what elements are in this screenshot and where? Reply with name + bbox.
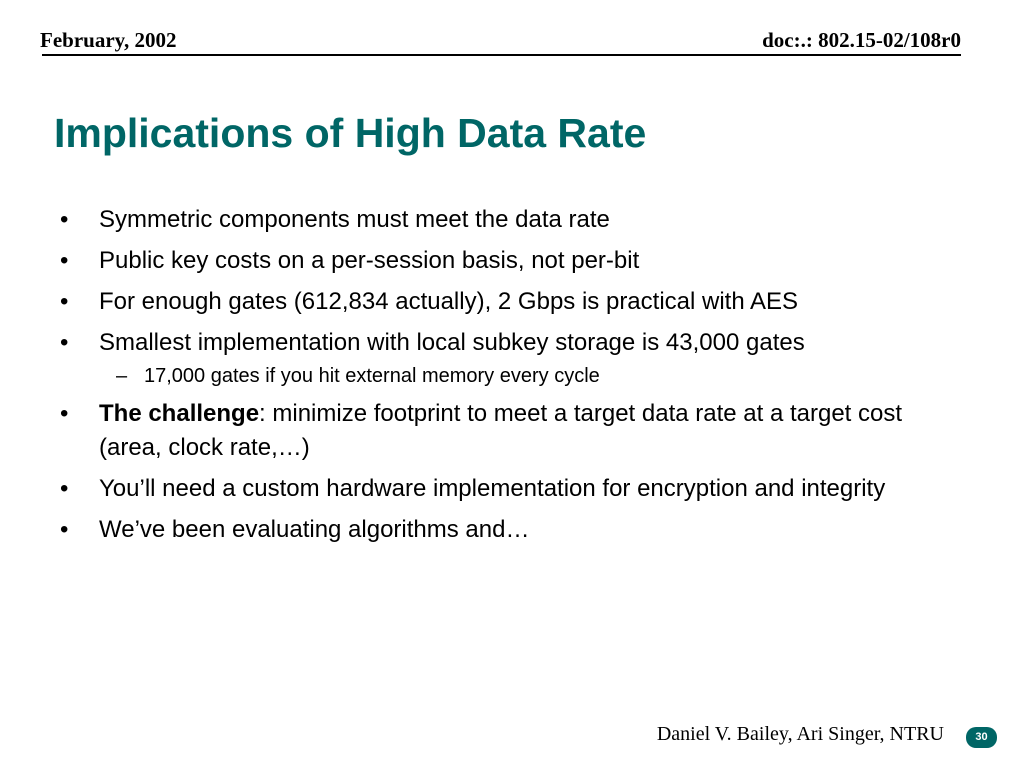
bullet-mark: • xyxy=(60,516,69,543)
bullet-mark: • xyxy=(60,206,69,233)
footer-authors: Daniel V. Bailey, Ari Singer, NTRU xyxy=(656,723,944,745)
bullet-item xyxy=(60,397,960,465)
bullet-text: Symmetric components must meet the data rate xyxy=(99,206,610,233)
slide-title: Implications of High Data Rate xyxy=(54,110,647,156)
bullet-item xyxy=(60,285,960,319)
bullet-mark: • xyxy=(60,247,69,274)
bullet-mark: • xyxy=(60,475,69,502)
bullet-text: Public key costs on a per-session basis, not per-bit xyxy=(99,247,640,274)
bullet-text: For enough gates (612,834 actually), 2 Gbps is practical with AES xyxy=(99,288,799,315)
header-rule xyxy=(42,54,961,56)
sub-bullet-item xyxy=(60,362,960,390)
bullet-item xyxy=(60,244,960,278)
bullet-text: You’ll need a custom hardware implementation for encryption and integrity xyxy=(99,475,886,502)
header-doc-id: doc:.: 802.15-02/108r0 xyxy=(762,28,961,52)
bullet-item xyxy=(60,513,960,547)
page-number-badge: 30 xyxy=(966,727,997,748)
bullet-list xyxy=(60,203,960,554)
bullet-mark: • xyxy=(60,400,69,427)
bullet-bold-lead: The challenge xyxy=(99,400,260,427)
bullet-text: : minimize footprint to meet a target data rate at a target cost (area, clock rate,…) xyxy=(99,400,903,461)
bullet-text: We’ve been evaluating algorithms and… xyxy=(99,516,530,543)
bullet-item xyxy=(60,326,960,360)
bullet-text: Smallest implementation with local subkey storage is 43,000 gates xyxy=(99,329,805,356)
bullet-mark: • xyxy=(60,329,69,356)
bullet-item xyxy=(60,203,960,237)
bullet-mark: • xyxy=(60,288,69,315)
sub-bullet-text: 17,000 gates if you hit external memory every cycle xyxy=(144,365,600,387)
header-date: February, 2002 xyxy=(40,28,177,52)
sub-bullet-mark: – xyxy=(116,365,128,387)
bullet-item xyxy=(60,472,960,506)
